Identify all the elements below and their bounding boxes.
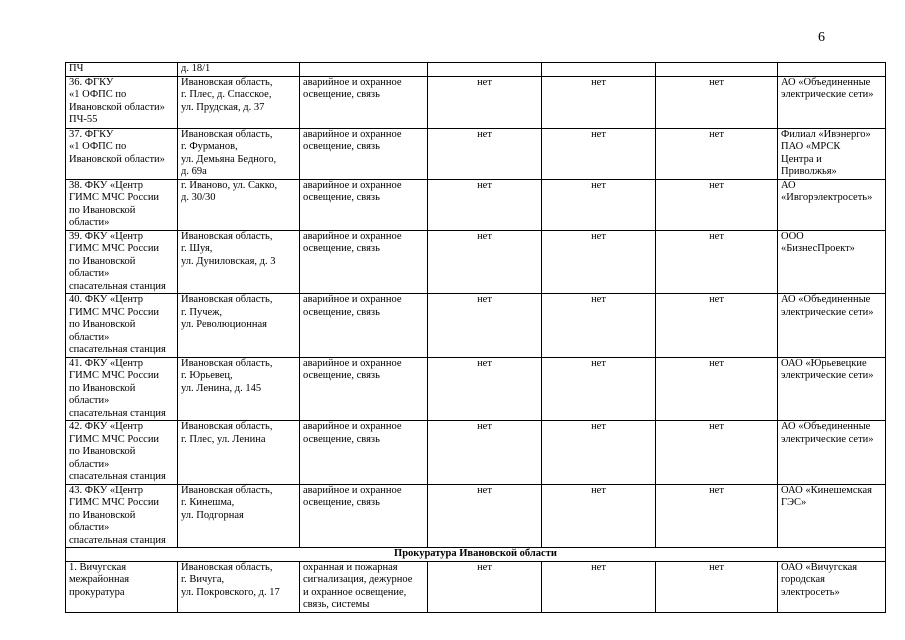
value-cell: нет — [656, 421, 778, 485]
value-cell: нет — [656, 357, 778, 421]
address-cell: Ивановская область, г. Фурманов, ул. Демьяна Бедного, д. 69а — [178, 128, 300, 179]
supplier-cell: ОАО «Юрьевецкие электрические сети» — [778, 357, 886, 421]
consumers-cell: аварийное и охранное освещение, связь — [300, 357, 428, 421]
supplier-cell: АО «Объединенные электрические сети» — [778, 421, 886, 485]
supplier-cell: ООО «БизнесПроект» — [778, 230, 886, 294]
supplier-cell: АО «Ивгорэлектросеть» — [778, 179, 886, 230]
consumers-cell: аварийное и охранное освещение, связь — [300, 484, 428, 548]
value-cell: нет — [542, 128, 656, 179]
table-row — [66, 421, 886, 485]
facility-name-cell: 1. Вичугская межрайонная прокуратура — [66, 561, 178, 612]
consumers-cell: аварийное и охранное освещение, связь — [300, 76, 428, 128]
table-row — [66, 357, 886, 421]
value-cell: нет — [542, 561, 656, 612]
facility-name-cell: 43. ФКУ «Центр ГИМС МЧС России по Ивановской области» спасательная станция — [66, 484, 178, 548]
value-cell: нет — [656, 179, 778, 230]
value-cell: нет — [656, 561, 778, 612]
facility-name-cell: 39. ФКУ «Центр ГИМС МЧС России по Ивановской области» спасательная станция — [66, 230, 178, 294]
section-title: Прокуратура Ивановской области — [66, 548, 886, 562]
value-cell: нет — [428, 128, 542, 179]
facility-name-cell: 37. ФГКУ «1 ОФПС по Ивановской области» — [66, 128, 178, 179]
value-cell: нет — [656, 294, 778, 358]
table-row — [66, 294, 886, 358]
value-cell: нет — [656, 484, 778, 548]
table-cell — [428, 63, 542, 77]
address-cell: Ивановская область, г. Шуя, ул. Дуниловская, д. 3 — [178, 230, 300, 294]
facility-name-cell: 36. ФГКУ «1 ОФПС по Ивановской области» ПЧ-55 — [66, 76, 178, 128]
value-cell: нет — [542, 484, 656, 548]
facility-name-cell: 41. ФКУ «Центр ГИМС МЧС России по Ивановской области» спасательная станция — [66, 357, 178, 421]
table-row — [66, 561, 886, 612]
address-cell: г. Иваново, ул. Сакко, д. 30/30 — [178, 179, 300, 230]
table-row — [66, 230, 886, 294]
address-cell: Ивановская область, г. Вичуга, ул. Покровского, д. 17 — [178, 561, 300, 612]
value-cell: нет — [428, 179, 542, 230]
consumers-cell: охранная и пожарная сигнализация, дежурное и охранное освещение, связь, системы — [300, 561, 428, 612]
table-cell — [542, 63, 656, 77]
supplier-cell: АО «Объединенные электрические сети» — [778, 76, 886, 128]
supplier-cell: ОАО «Кинешемская ГЭС» — [778, 484, 886, 548]
consumers-cell: аварийное и охранное освещение, связь — [300, 421, 428, 485]
value-cell: нет — [656, 128, 778, 179]
table-row — [66, 76, 886, 128]
value-cell: нет — [428, 76, 542, 128]
value-cell: нет — [542, 421, 656, 485]
supplier-cell: АО «Объединенные электрические сети» — [778, 294, 886, 358]
table-row — [66, 63, 886, 77]
table-row — [66, 484, 886, 548]
value-cell: нет — [542, 294, 656, 358]
facility-name-cell: 38. ФКУ «Центр ГИМС МЧС России по Ивановской области» — [66, 179, 178, 230]
address-cell: Ивановская область, г. Пучеж, ул. Революционная — [178, 294, 300, 358]
value-cell: нет — [656, 230, 778, 294]
value-cell: нет — [542, 230, 656, 294]
table-cell: д. 18/1 — [178, 63, 300, 77]
value-cell: нет — [542, 179, 656, 230]
value-cell: нет — [428, 357, 542, 421]
supplier-cell: ОАО «Вичугская городская электросеть» — [778, 561, 886, 612]
address-cell: Ивановская область, г. Плес, д. Спасское, ул. Прудская, д. 37 — [178, 76, 300, 128]
consumers-cell: аварийное и охранное освещение, связь — [300, 294, 428, 358]
value-cell: нет — [428, 294, 542, 358]
facility-name-cell: 42. ФКУ «Центр ГИМС МЧС России по Ивановской области» спасательная станция — [66, 421, 178, 485]
consumers-cell: аварийное и охранное освещение, связь — [300, 179, 428, 230]
value-cell: нет — [656, 76, 778, 128]
consumers-cell: аварийное и охранное освещение, связь — [300, 230, 428, 294]
table-cell: ПЧ — [66, 63, 178, 77]
table-row — [66, 128, 886, 179]
value-cell: нет — [428, 484, 542, 548]
supplier-cell: Филиал «Ивэнерго» ПАО «МРСК Центра и Приволжья» — [778, 128, 886, 179]
value-cell: нет — [428, 230, 542, 294]
table-cell — [656, 63, 778, 77]
page-number: 6 — [818, 30, 825, 45]
value-cell: нет — [428, 561, 542, 612]
table-cell — [778, 63, 886, 77]
facilities-table — [65, 62, 886, 613]
table-row — [66, 179, 886, 230]
address-cell: Ивановская область, г. Кинешма, ул. Подгорная — [178, 484, 300, 548]
value-cell: нет — [428, 421, 542, 485]
address-cell: Ивановская область, г. Плес, ул. Ленина — [178, 421, 300, 485]
table-cell — [300, 63, 428, 77]
section-row — [66, 548, 886, 562]
value-cell: нет — [542, 76, 656, 128]
address-cell: Ивановская область, г. Юрьевец, ул. Ленина, д. 145 — [178, 357, 300, 421]
consumers-cell: аварийное и охранное освещение, связь — [300, 128, 428, 179]
facility-name-cell: 40. ФКУ «Центр ГИМС МЧС России по Ивановской области» спасательная станция — [66, 294, 178, 358]
value-cell: нет — [542, 357, 656, 421]
